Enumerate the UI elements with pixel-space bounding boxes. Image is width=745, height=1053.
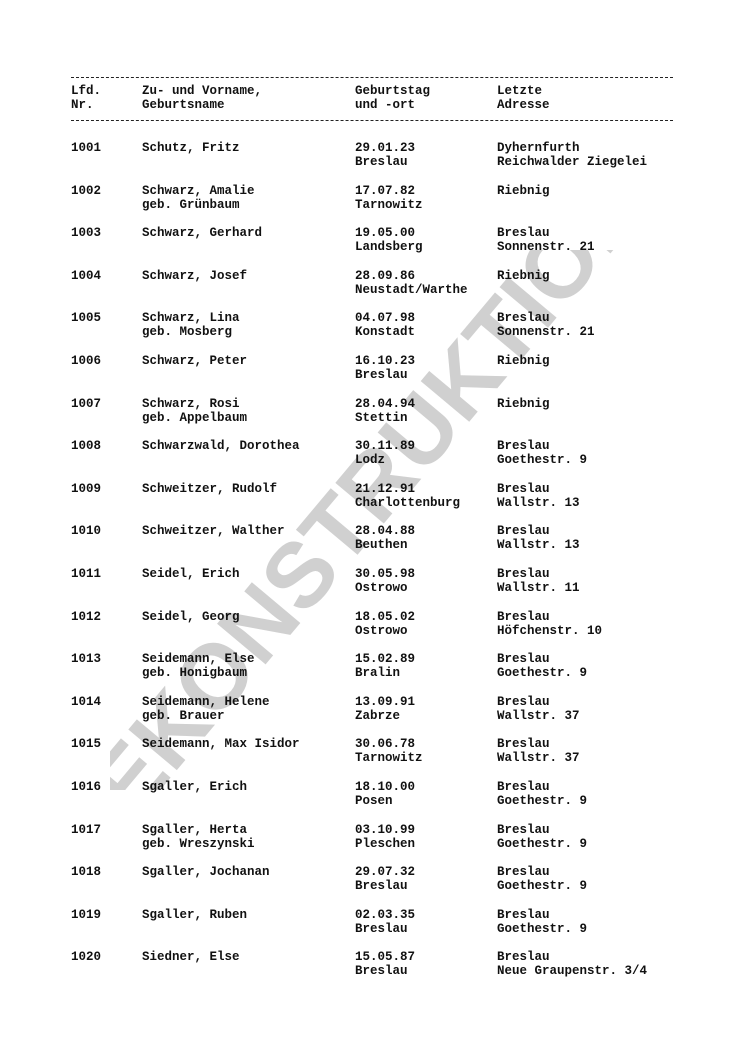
entry-name-line2: geb. Wreszynski <box>142 836 255 851</box>
entry-birth-line2: Breslau <box>355 155 408 169</box>
entry-name-line1: Schwarz, Gerhard <box>142 226 263 241</box>
entry-name-line1: Seidemann, Helene <box>142 694 270 709</box>
entry-row <box>0 652 745 695</box>
entry-birth-line1: 30.11.89 <box>355 439 416 454</box>
entry-name <box>142 737 300 765</box>
entry-birth-line2: Stettin <box>355 410 408 425</box>
entry-birth <box>355 695 415 723</box>
entry-address <box>497 311 595 339</box>
entry-name <box>142 524 285 552</box>
entry-address-line2: Reichwalder Ziegelei <box>497 155 648 169</box>
header-birth <box>355 84 430 112</box>
entry-name-line2 <box>142 751 300 765</box>
entry-birth <box>355 439 415 467</box>
entry-address <box>497 439 587 467</box>
entry-address-line1: Breslau <box>497 950 550 965</box>
entry-number-line1: 1016 <box>71 779 102 794</box>
entry-birth-line2: Tarnowitz <box>355 751 423 766</box>
entry-birth <box>355 567 415 595</box>
entry-birth-line1: 30.06.78 <box>355 737 416 752</box>
entry-birth <box>355 652 415 680</box>
entry-birth-line2: Ostrowo <box>355 580 408 595</box>
entry-birth-line1: 19.05.00 <box>355 226 416 241</box>
entry-birth-line2: Tarnowitz <box>355 197 423 212</box>
entry-name-line2 <box>142 538 285 552</box>
entry-birth-line1: 29.01.23 <box>355 141 416 155</box>
entry-name <box>142 226 262 254</box>
entry-birth-line2: Breslau <box>355 367 408 382</box>
entry-birth-line2: Posen <box>355 793 393 808</box>
entry-address-line1: Riebnig <box>497 396 550 411</box>
entry-address-line2: Wallstr. 13 <box>497 538 580 553</box>
entry-name <box>142 567 240 595</box>
entry-address-line2 <box>497 411 550 425</box>
entry-name <box>142 269 247 297</box>
entry-name-line2 <box>142 964 240 978</box>
entry-address-line1: Riebnig <box>497 353 550 368</box>
entry-number-line1: 1009 <box>71 481 102 496</box>
entry-number <box>71 780 101 794</box>
entry-number-line1: 1008 <box>71 439 102 454</box>
entry-row <box>0 226 745 269</box>
entry-birth-line2: Breslau <box>355 879 408 894</box>
entry-number <box>71 610 101 624</box>
entry-row <box>0 567 745 610</box>
entry-address <box>497 482 580 510</box>
entry-name-line1: Sgaller, Ruben <box>142 907 248 922</box>
entry-birth-line1: 28.09.86 <box>355 268 416 283</box>
entry-address-line1: Breslau <box>497 907 550 922</box>
entry-birth-line2: Zabrze <box>355 708 401 723</box>
entry-birth <box>355 737 423 765</box>
entry-birth <box>355 610 415 638</box>
entry-address-line2: Wallstr. 37 <box>497 751 580 766</box>
entry-number-line1: 1006 <box>71 353 102 368</box>
entry-birth <box>355 823 415 851</box>
entry-birth-line2: Konstadt <box>355 325 416 340</box>
entry-address-line2 <box>497 198 550 212</box>
entry-birth-line1: 16.10.23 <box>355 353 416 368</box>
entry-row <box>0 524 745 567</box>
entry-birth <box>355 950 415 978</box>
entry-name <box>142 184 255 212</box>
entry-row <box>0 908 745 951</box>
entry-birth-line1: 21.12.91 <box>355 481 416 496</box>
entry-row <box>0 950 745 993</box>
entry-birth-line1: 04.07.98 <box>355 311 416 326</box>
entry-name-line2 <box>142 240 262 254</box>
entry-number-line1: 1001 <box>71 141 102 155</box>
header-name <box>142 84 262 112</box>
entry-number <box>71 226 101 240</box>
entry-name-line1: Schwarzwald, Dorothea <box>142 439 300 454</box>
entry-name-line2 <box>142 624 240 638</box>
entry-name-line1: Sgaller, Herta <box>142 822 248 837</box>
entry-number <box>71 184 101 198</box>
entry-number <box>71 397 101 411</box>
entry-number-line1: 1013 <box>71 652 102 667</box>
entry-birth-line1: 28.04.94 <box>355 396 416 411</box>
header-col2-line2: Geburtsname <box>142 98 225 112</box>
header-rule-top <box>71 77 673 78</box>
entry-address <box>497 397 550 425</box>
entry-birth-line2: Charlottenburg <box>355 495 461 510</box>
entry-birth-line1: 02.03.35 <box>355 907 416 922</box>
entry-name-line2 <box>142 581 240 595</box>
entry-birth <box>355 524 415 552</box>
entry-birth <box>355 865 415 893</box>
entry-birth-line1: 30.05.98 <box>355 566 416 581</box>
entry-address <box>497 908 587 936</box>
entry-row <box>0 610 745 653</box>
entry-address-line1: Dyhernfurth <box>497 141 580 155</box>
entry-address-line1: Breslau <box>497 439 550 454</box>
entry-address-line2: Wallstr. 37 <box>497 708 580 723</box>
entry-row <box>0 311 745 354</box>
entry-name <box>142 439 300 467</box>
entry-name <box>142 397 247 425</box>
entry-birth <box>355 269 468 297</box>
entry-address <box>497 865 587 893</box>
entry-birth-line1: 18.10.00 <box>355 779 416 794</box>
entry-address-line1: Breslau <box>497 694 550 709</box>
entry-birth <box>355 141 415 169</box>
entry-name-line1: Seidemann, Else <box>142 652 255 667</box>
entry-number-line1: 1002 <box>71 183 102 198</box>
entry-name-line1: Schwarz, Rosi <box>142 396 240 411</box>
entry-address-line1: Riebnig <box>497 268 550 283</box>
header-col4-line2: Adresse <box>497 98 550 112</box>
entry-number <box>71 141 101 155</box>
entry-name-line1: Sgaller, Jochanan <box>142 865 270 880</box>
entry-address-line2: Sonnenstr. 21 <box>497 325 595 340</box>
entry-number <box>71 354 101 368</box>
entry-row <box>0 482 745 525</box>
entry-name <box>142 141 240 169</box>
entry-address <box>497 610 602 638</box>
entry-name-line1: Schutz, Fritz <box>142 141 240 155</box>
entry-name <box>142 610 240 638</box>
entry-name-line2 <box>142 496 277 510</box>
entry-birth-line1: 18.05.02 <box>355 609 416 624</box>
entry-number-line1: 1010 <box>71 524 102 539</box>
entry-name-line2 <box>142 922 247 936</box>
entry-name-line1: Schweitzer, Rudolf <box>142 481 278 496</box>
entry-name <box>142 780 247 808</box>
entry-birth-line1: 29.07.32 <box>355 865 416 880</box>
entry-address-line2: Goethestr. 9 <box>497 793 588 808</box>
entry-address <box>497 226 595 254</box>
entry-address-line1: Breslau <box>497 779 550 794</box>
entry-address-line1: Breslau <box>497 226 550 241</box>
entry-birth <box>355 354 415 382</box>
entry-row <box>0 865 745 908</box>
entry-name <box>142 908 247 936</box>
entry-birth-line2: Breslau <box>355 921 408 936</box>
entry-address-line2: Wallstr. 11 <box>497 580 580 595</box>
entry-birth <box>355 780 415 808</box>
entry-number-line1: 1018 <box>71 865 102 880</box>
entry-address <box>497 652 587 680</box>
header-col4-line1: Letzte <box>497 84 543 98</box>
entry-birth-line1: 28.04.88 <box>355 524 416 539</box>
entry-name-line2: geb. Grünbaum <box>142 197 240 212</box>
entry-name-line1: Siedner, Else <box>142 950 240 965</box>
entry-name-line1: Schwarz, Amalie <box>142 183 255 198</box>
entry-number-line1: 1007 <box>71 396 102 411</box>
entry-name <box>142 950 240 978</box>
entry-address-line1: Breslau <box>497 737 550 752</box>
entry-number-line1: 1004 <box>71 268 102 283</box>
entry-row <box>0 823 745 866</box>
entry-address-line1: Breslau <box>497 566 550 581</box>
entry-name <box>142 311 240 339</box>
entry-row <box>0 354 745 397</box>
entry-birth <box>355 908 415 936</box>
entry-name <box>142 652 255 680</box>
entry-name-line2 <box>142 794 247 808</box>
entry-address-line2: Goethestr. 9 <box>497 879 588 894</box>
header-col2-line1: Zu- und Vorname, <box>142 84 263 98</box>
entry-address <box>497 950 647 978</box>
entry-birth <box>355 311 415 339</box>
entry-number-line1: 1012 <box>71 609 102 624</box>
entry-name-line1: Schwarz, Josef <box>142 268 248 283</box>
entry-address-line1: Breslau <box>497 652 550 667</box>
entry-number <box>71 269 101 283</box>
entry-address-line2: Goethestr. 9 <box>497 453 588 468</box>
entry-address <box>497 780 587 808</box>
entry-row <box>0 737 745 780</box>
entry-name-line2: geb. Brauer <box>142 708 225 723</box>
entry-row <box>0 184 745 227</box>
watermark-text: REKONSTRUKTION <box>110 250 630 790</box>
entry-birth <box>355 226 423 254</box>
entry-number-line1: 1020 <box>71 950 102 965</box>
entry-address <box>497 695 580 723</box>
entry-birth-line2: Bralin <box>355 666 401 681</box>
entry-number <box>71 737 101 751</box>
header-col3-line2: und -ort <box>355 98 416 112</box>
entry-address <box>497 269 550 297</box>
entry-number <box>71 439 101 453</box>
entry-number-line1: 1005 <box>71 311 102 326</box>
entry-birth-line1: 15.02.89 <box>355 652 416 667</box>
entry-row <box>0 780 745 823</box>
entry-address-line1: Breslau <box>497 609 550 624</box>
entry-birth-line2: Neustadt/Warthe <box>355 282 468 297</box>
entry-name <box>142 823 255 851</box>
entry-name-line2 <box>142 155 240 169</box>
entry-birth <box>355 397 415 425</box>
entry-name-line1: Seidemann, Max Isidor <box>142 737 300 752</box>
entry-number <box>71 567 101 581</box>
entry-address-line1: Breslau <box>497 865 550 880</box>
entry-address-line1: Breslau <box>497 822 550 837</box>
entry-number <box>71 865 101 879</box>
entry-number-line1: 1014 <box>71 694 102 709</box>
header-rule-bottom <box>71 120 673 121</box>
entry-address <box>497 737 580 765</box>
entry-number-line1: 1015 <box>71 737 102 752</box>
entry-name <box>142 695 270 723</box>
entry-row <box>0 269 745 312</box>
entry-birth-line1: 17.07.82 <box>355 183 416 198</box>
entry-birth-line1: 03.10.99 <box>355 822 416 837</box>
entry-name <box>142 482 277 510</box>
entry-name-line1: Schwarz, Lina <box>142 311 240 326</box>
entry-address-line2: Wallstr. 13 <box>497 495 580 510</box>
entry-name-line2: geb. Honigbaum <box>142 666 248 681</box>
entry-birth-line2: Beuthen <box>355 538 408 553</box>
entry-number <box>71 908 101 922</box>
entry-address <box>497 141 647 169</box>
entry-number <box>71 823 101 837</box>
entry-name-line2 <box>142 453 300 467</box>
entry-address-line2 <box>497 368 550 382</box>
entry-birth-line2: Lodz <box>355 453 386 468</box>
entry-address-line2: Sonnenstr. 21 <box>497 240 595 255</box>
entry-address-line2 <box>497 283 550 297</box>
entry-name-line1: Seidel, Georg <box>142 609 240 624</box>
entry-address <box>497 823 587 851</box>
header-address <box>497 84 550 112</box>
entry-name-line2 <box>142 368 247 382</box>
entry-address-line2: Goethestr. 9 <box>497 921 588 936</box>
entry-number <box>71 482 101 496</box>
entry-row <box>0 695 745 738</box>
entry-birth-line1: 15.05.87 <box>355 950 416 965</box>
entry-address-line2: Goethestr. 9 <box>497 666 588 681</box>
header-col3-line1: Geburtstag <box>355 84 431 98</box>
entry-name <box>142 354 247 382</box>
entry-number-line1: 1003 <box>71 226 102 241</box>
entry-row <box>0 397 745 440</box>
entry-birth-line2: Landsberg <box>355 240 423 255</box>
entry-name <box>142 865 270 893</box>
entry-list <box>0 141 745 993</box>
entry-birth <box>355 184 423 212</box>
entry-number-line1: 1019 <box>71 907 102 922</box>
entry-birth-line2: Ostrowo <box>355 623 408 638</box>
entry-address-line2: Goethestr. 9 <box>497 836 588 851</box>
entry-address <box>497 524 580 552</box>
entry-name-line1: Seidel, Erich <box>142 566 240 581</box>
entry-number-line1: 1011 <box>71 566 102 581</box>
entry-birth <box>355 482 460 510</box>
entry-number <box>71 695 101 709</box>
entry-address-line2: Höfchenstr. 10 <box>497 623 603 638</box>
entry-name-line2: geb. Appelbaum <box>142 410 248 425</box>
entry-address <box>497 567 580 595</box>
entry-birth-line2: Breslau <box>355 964 408 979</box>
entry-number <box>71 311 101 325</box>
entry-name-line2 <box>142 283 247 297</box>
header-lfd-nr <box>71 84 101 112</box>
entry-birth-line1: 13.09.91 <box>355 694 416 709</box>
table-header <box>0 84 745 114</box>
entry-address <box>497 354 550 382</box>
entry-name-line2: geb. Mosberg <box>142 325 233 340</box>
entry-row <box>0 141 745 184</box>
entry-address <box>497 184 550 212</box>
entry-address-line1: Riebnig <box>497 183 550 198</box>
entry-address-line1: Breslau <box>497 481 550 496</box>
entry-address-line1: Breslau <box>497 524 550 539</box>
entry-name-line1: Schwarz, Peter <box>142 353 248 368</box>
entry-name-line1: Sgaller, Erich <box>142 779 248 794</box>
entry-number <box>71 950 101 964</box>
entry-address-line2: Neue Graupenstr. 3/4 <box>497 964 648 979</box>
entry-birth-line2: Pleschen <box>355 836 416 851</box>
entry-address-line1: Breslau <box>497 311 550 326</box>
header-col1-line1: Lfd. <box>71 84 102 98</box>
entry-number <box>71 652 101 666</box>
entry-number-line1: 1017 <box>71 822 102 837</box>
entry-row <box>0 439 745 482</box>
entry-number <box>71 524 101 538</box>
header-col1-line2: Nr. <box>71 98 94 112</box>
entry-name-line2 <box>142 879 270 893</box>
entry-name-line1: Schweitzer, Walther <box>142 524 285 539</box>
